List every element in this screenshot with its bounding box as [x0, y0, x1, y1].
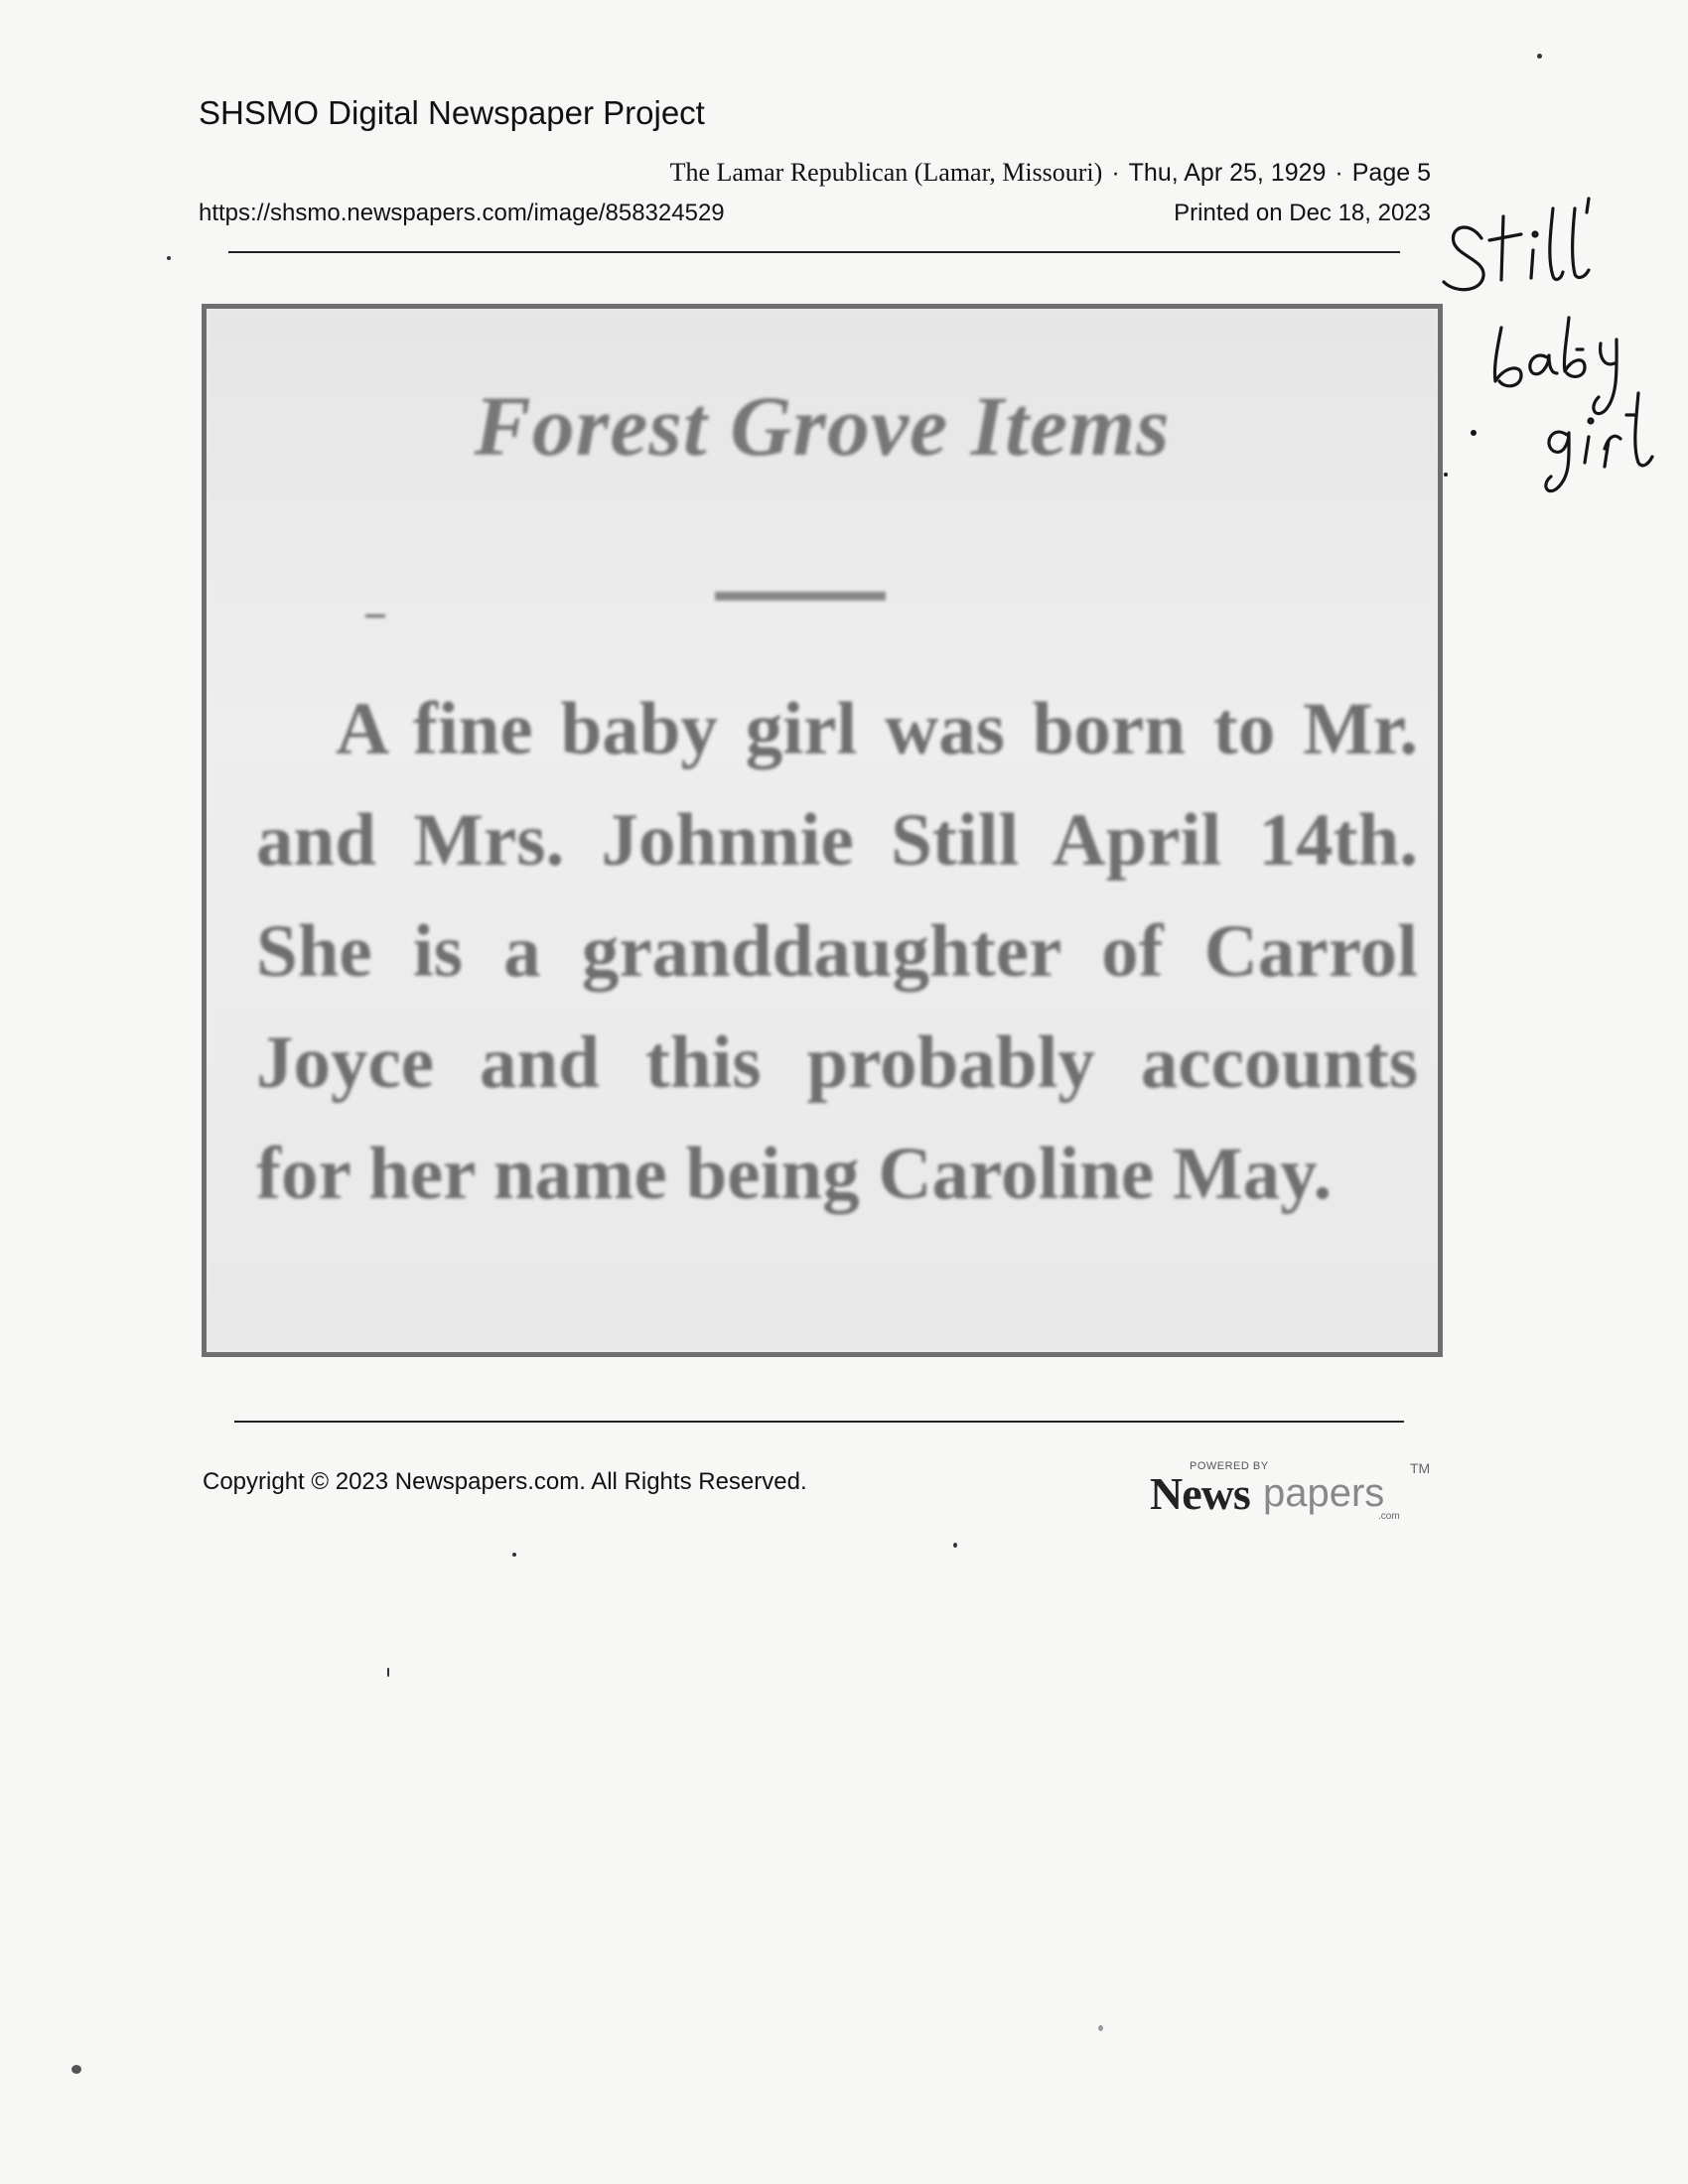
- project-title: SHSMO Digital Newspaper Project: [199, 94, 705, 131]
- newspapers-logo: [1150, 1459, 1438, 1529]
- copyright-notice: Copyright © 2023 Newspapers.com. All Rights Reserved.: [203, 1468, 807, 1495]
- separator: ·: [1111, 159, 1120, 187]
- newspaper-clipping: [202, 304, 1443, 1357]
- clipping-rule: [715, 592, 886, 601]
- publication-name: The Lamar Republican (Lamar, Missouri): [669, 158, 1103, 187]
- printed-date: Printed on Dec 18, 2023: [1174, 200, 1431, 226]
- clipping-dash: [365, 614, 385, 617]
- logo-powered-by: POWERED BY: [1190, 1460, 1269, 1472]
- scan-speck: [512, 1553, 516, 1557]
- handwritten-note: [1430, 169, 1668, 496]
- scan-speck: [387, 1668, 389, 1677]
- page-number: Page 5: [1351, 159, 1431, 187]
- clipping-scan: [207, 309, 1438, 1352]
- scan-speck: [953, 1543, 957, 1548]
- scan-speck: [1537, 54, 1542, 59]
- source-url[interactable]: https://shsmo.newspapers.com/image/858324529: [199, 200, 725, 226]
- logo-trademark: TM: [1410, 1460, 1431, 1476]
- logo-com: .com: [1378, 1511, 1400, 1522]
- logo-news: News: [1150, 1468, 1250, 1519]
- clipping-headline: Forest Grove Items: [474, 378, 1171, 474]
- publication-line: [670, 158, 1431, 188]
- scan-speck: [1098, 2025, 1103, 2031]
- logo-papers: papers: [1263, 1471, 1385, 1515]
- clipping-body: A fine baby girl was born to Mr. and Mrs. Johnnie Still April 14th. She is a granddaughter of Carrol Joyce and this probably accounts for her name being Caroline May.: [256, 688, 1418, 1215]
- scan-speck: [167, 256, 171, 260]
- separator: ·: [1335, 159, 1343, 187]
- publication-date: Thu, Apr 25, 1929: [1128, 159, 1327, 187]
- footer-divider: [234, 1421, 1404, 1423]
- scan-speck: [71, 2065, 81, 2074]
- header-divider: [228, 251, 1400, 253]
